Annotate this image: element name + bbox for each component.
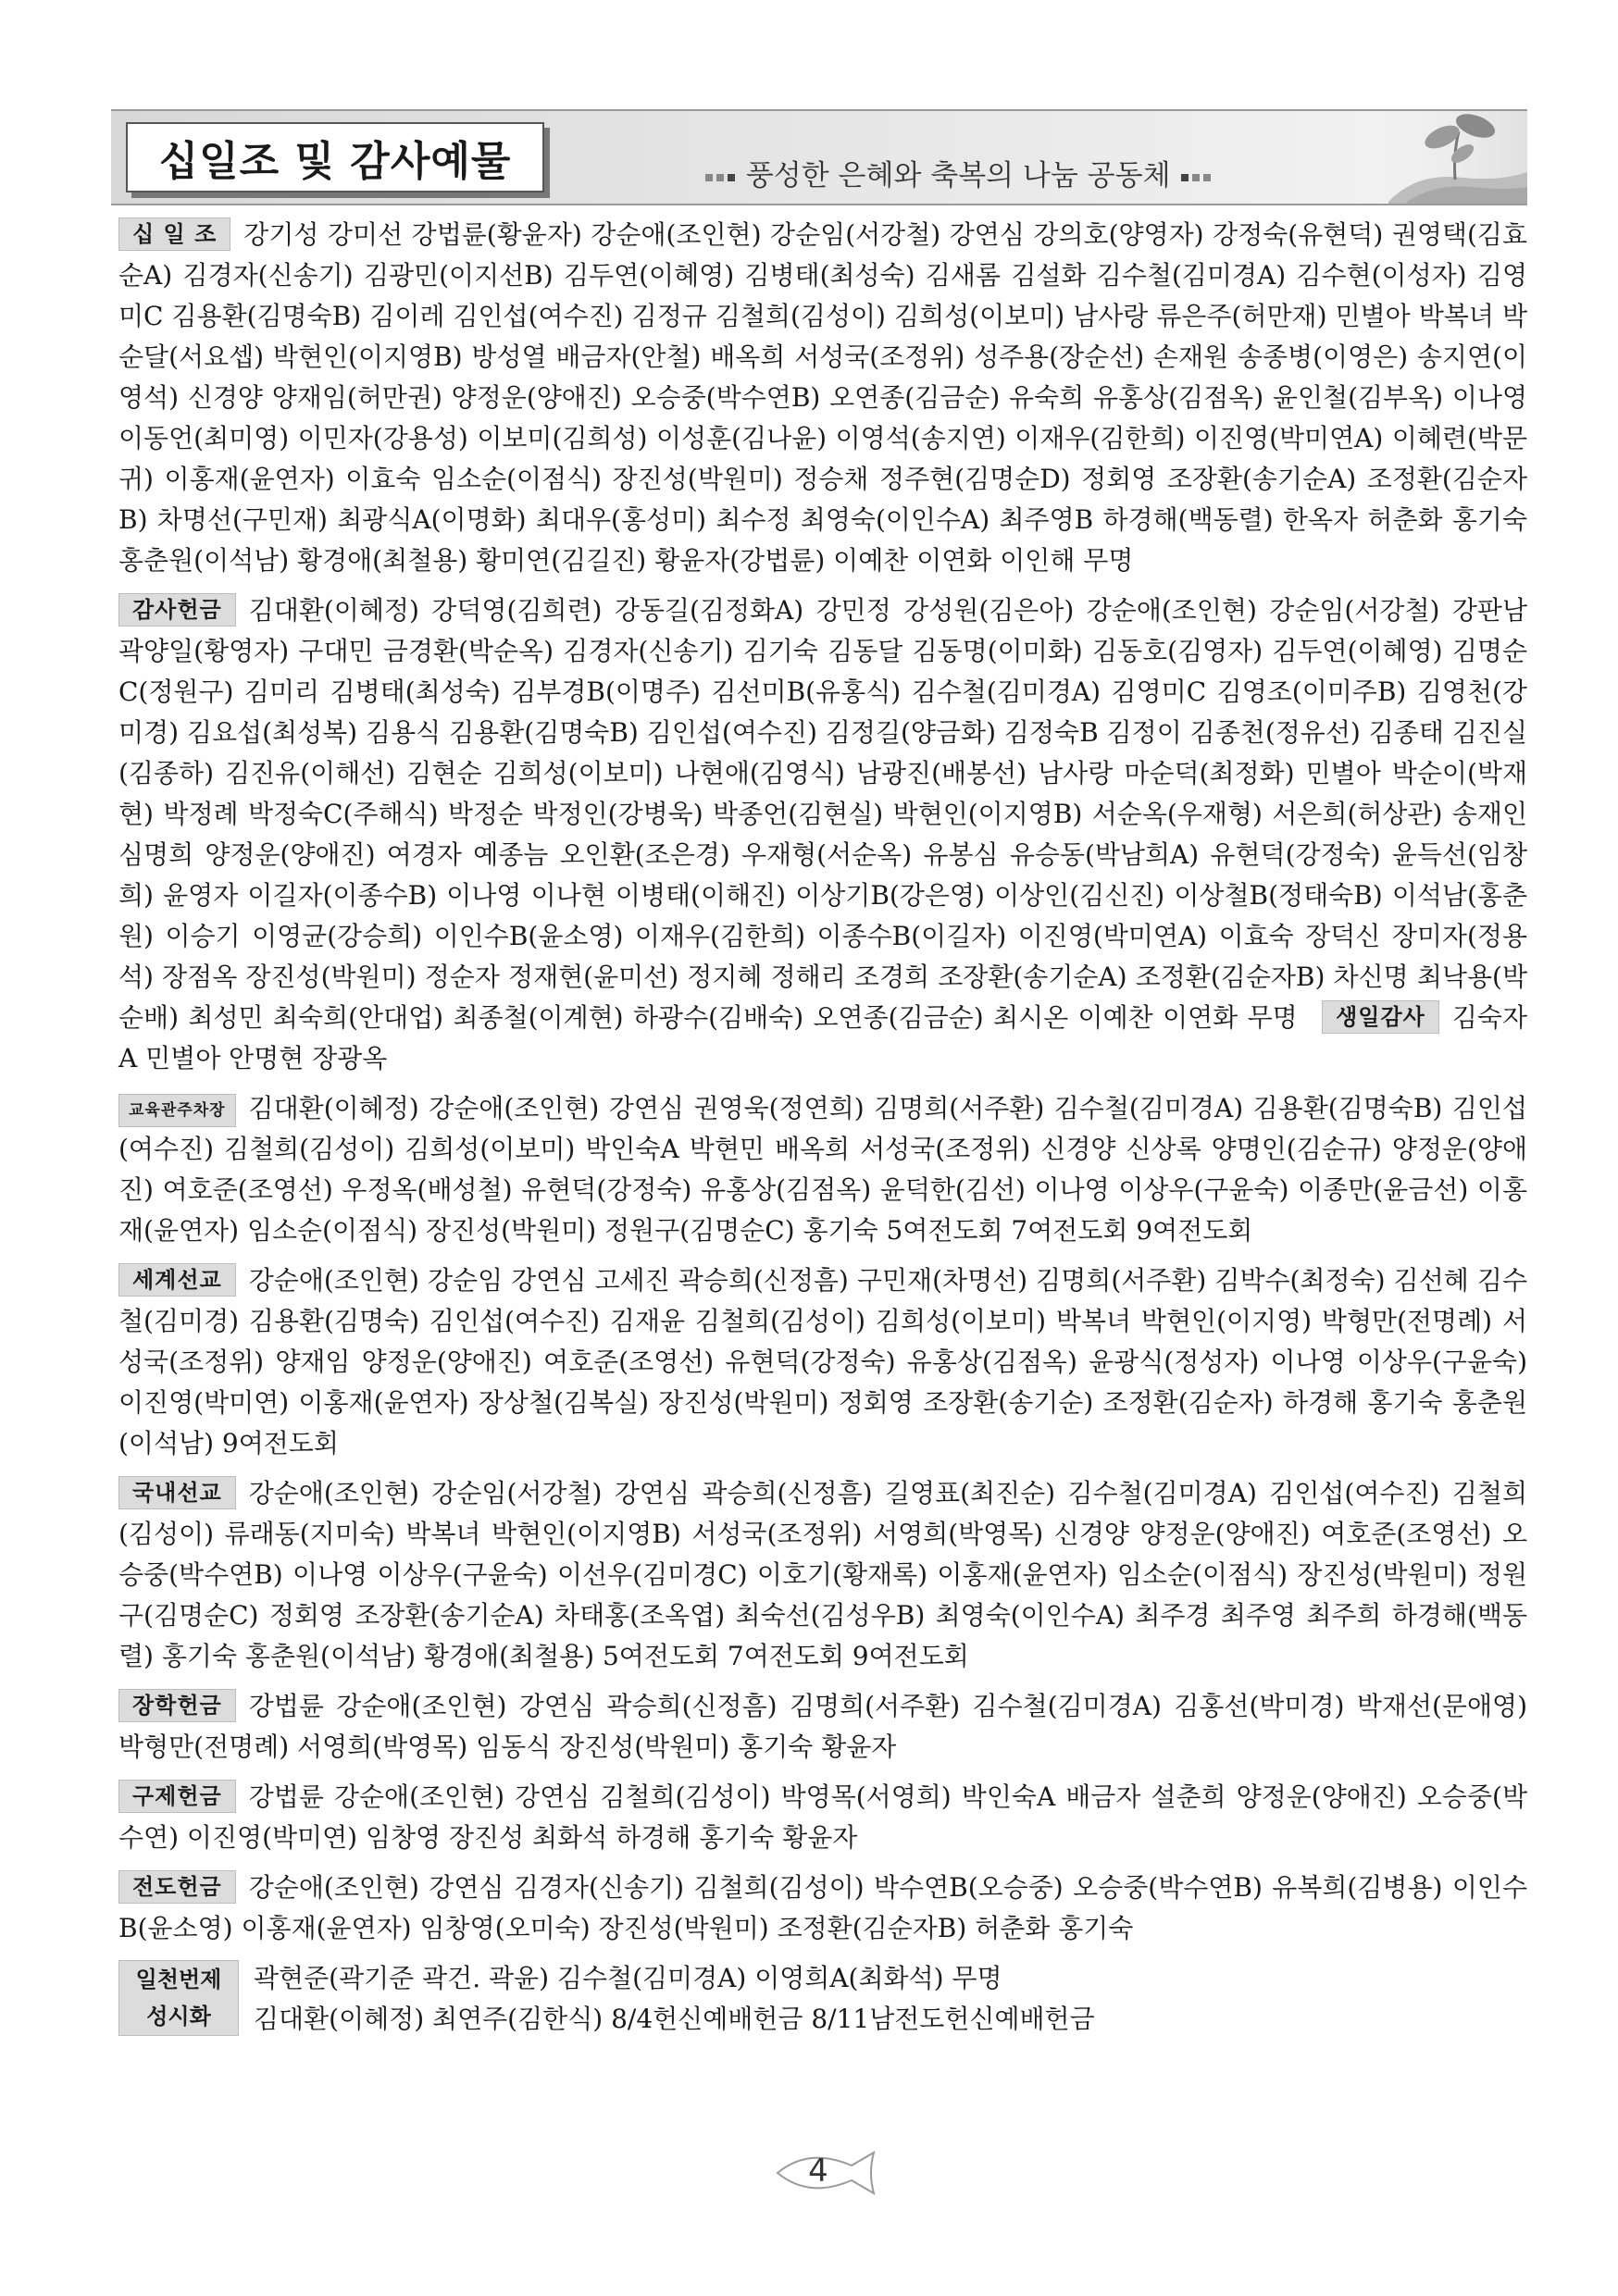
section-names: 강기성 강미선 강법륜(황윤자) 강순애(조인현) 강순임(서강철) 강연심 강의호(양영자) 강정숙(유현덕) 권영택(김효순A) 김경자(신송기) 김광민(이지선B) 김두연(이혜영) 김병태(최성숙) 김새롬 김설화 김수철(김미경A) 김수현(이성자) 김영미C 김용환(김명숙B) 김이레 김인섭(여수진) 김정규 김철희(김성이) 김희성(이보미) 남사랑 류은주(허만재) 민별아 박복녀 박순달(서요셉) 박현인(이지영B) 방성열 배금자(안철) 배옥희 서성국(조정위) 성주용(장순선) 손재원 송종병(이영은) 송지연(이영석) 신경양 양재임(허만권) 양정운(양애진) 오승중(박수연B) 오연종(김금순) 유숙희 유홍상(김점옥) 윤인철(김부옥) 이나영 이동언(최미영) 이민자(강용성) 이보미(김희성) 이성훈(김나윤) 이영석(송지연) 이재우(김한희) 이진영(박미연A) 이혜련(박문귀) 이홍재(윤연자) 이효숙 임소순(이점식) 장진성(박원미) 정승채 정주현(김명순D) 정회영 조장환(송기순A) 조정환(김순자B) 차명선(구민재) 최광식A(이명화) 최대우(홍성미) 최수정 최영숙(이인수A) 최주영B 하경해(백동렬) 한옥자 허춘화 홍기숙 홍춘원(이석남) 황경애(최철용) 황미연(김길진) 황윤자(강법륜) 이예찬 이연화 이인해 무명 — [118, 219, 1527, 576]
section-names: 김대환(이혜정) 강순애(조인현) 강연심 권영욱(정연희) 김명희(서주환) 김수철(김미경A) 김용환(김명숙B) 김인섭(여수진) 김철희(김성이) 김희성(이보미) 박인숙A 박현민 배옥희 서성국(조정위) 신경양 신상록 양명인(김순규) 양정운(양애진) 여호준(조영선) 우정옥(배성철) 유현덕(강정숙) 유홍상(김점옥) 윤덕한(김선) 이나영 이상우(구윤숙) 이종만(윤금선) 이홍재(윤연자) 임소순(이점식) 장진성(박원미) 정원구(김명순C) 홍기숙 5여전도회 7여전도회 9여전도회 — [118, 1093, 1527, 1246]
section-label: 국내선교 — [118, 1476, 236, 1509]
section-evangelism — [118, 1868, 1527, 1949]
bullet-decoration-icon — [1192, 174, 1200, 181]
bullet-decoration-icon — [728, 174, 735, 181]
page-footer — [772, 2145, 902, 2201]
page-header — [111, 109, 1527, 205]
bullet-decoration-icon — [1181, 174, 1189, 181]
section-domestic-mission — [118, 1473, 1527, 1677]
section-label-birthday: 생일감사 — [1322, 1000, 1439, 1034]
section-scholarship — [118, 1686, 1527, 1768]
section-label: 감사헌금 — [118, 593, 236, 627]
section-label: 장학헌금 — [118, 1689, 236, 1722]
subtitle-text: 풍성한 은혜와 축복의 나눔 공동체 — [745, 159, 1171, 192]
section-names: 김대환(이혜정) 강덕영(김희련) 강동길(김정화A) 강민정 강성원(김은아) 강순애(조인현) 강순임(서강철) 강판남 곽양일(황영자) 구대민 금경환(박순옥) 김경자(신송기) 김기숙 김동달 김동명(이미화) 김동호(김영자) 김두연(이혜영) 김명순C(정원구) 김미리 김병태(최성숙) 김부경B(이명주) 김선미B(유홍식) 김수철(김미경A) 김영미C 김영조(이미주B) 김영천(강미경) 김요섭(최성복) 김용식 김용환(김명숙B) 김인섭(여수진) 김정길(양금화) 김정숙B 김정이 김종천(정유선) 김종태 김진실(김종하) 김진유(이해선) 김현순 김희성(이보미) 나현애(김영식) 남광진(배봉선) 남사랑 마순덕(최정화) 민별아 박순이(박재현) 박정례 박정숙C(주해식) 박정순 박정인(강병욱) 박종언(김현실) 박현인(이지영B) 서순옥(우재형) 서은희(허상관) 송재인 심명희 양정운(양애진) 여경자 예종늠 오인환(조은경) 우재형(서순옥) 유봉심 유승동(박남희A) 유현덕(강정숙) 윤득선(임창희) 윤영자 이길자(이종수B) 이나영 이나현 이병태(이해진) 이상기B(강은영) 이상인(김신진) 이상철B(정태숙B) 이석남(홍춘원) 이승기 이영균(강승희) 이인수B(윤소영) 이재우(김한희) 이종수B(이길자) 이진영(박미연A) 이효숙 장덕신 장미자(정용석) 장점옥 장진성(박원미) 정순자 정재현(윤미선) 정지혜 정해리 조경희 조장환(송기순A) 조정환(김순자B) 차신명 최낙용(박순배) 최성민 최숙희(안대업) 최종철(이계현) 하광수(김배숙) 오연종(김금순) 최시온 이예찬 이연화 무명 — [118, 595, 1527, 1033]
section-thanks-offering — [118, 590, 1527, 1079]
bullet-decoration-icon — [705, 174, 713, 181]
section-names-line2: 김대환(이혜정) 최연주(김한식) 8/4헌신예배헌금 8/11남전도헌신예배헌금 — [254, 2004, 1095, 2034]
section-label-line1: 일천번제 — [135, 1967, 222, 1992]
section-names-line1: 곽현준(곽기준 곽건. 곽윤) 김수철(김미경A) 이영희A(최화석) 무명 — [254, 1963, 1002, 1993]
section-label: 십 일 조 — [118, 217, 230, 251]
page-title: 십일조 및 감사예물 — [126, 122, 544, 192]
page-number: 4 — [808, 2153, 828, 2190]
bullet-decoration-icon — [716, 174, 724, 181]
hands-sprout-icon — [1351, 98, 1527, 204]
section-names: 강순애(조인현) 강순임 강연심 고세진 곽승희(신정흠) 구민재(차명선) 김명희(서주환) 김박수(최정숙) 김선혜 김수철(김미경) 김용환(김명숙) 김인섭(여수진) 김재윤 김철희(김성이) 김희성(이보미) 박복녀 박현인(이지영) 박형만(전명례) 서성국(조정위) 양재임 양정운(양애진) 여호준(조영선) 유현덕(강정숙) 유홍상(김점옥) 윤광식(정성자) 이나영 이상우(구윤숙) 이진영(박미연) 이홍재(윤연자) 장상철(김복실) 장진성(박원미) 정회영 조장환(송기순) 조정환(김순자) 하경해 홍기숙 홍춘원(이석남) 9여전도회 — [118, 1265, 1527, 1458]
section-label: 전도헌금 — [118, 1870, 236, 1904]
section-thousand-offering — [118, 1958, 1527, 2040]
section-names: 강순애(조인현) 강순임(서강철) 강연심 곽승희(신정흠) 길영표(최진순) 김수철(김미경A) 김인섭(여수진) 김철희(김성이) 류래동(지미숙) 박복녀 박현인(이지영B) 서성국(조정위) 서영희(박영목) 신경양 양정운(양애진) 여호준(조영선) 오승중(박수연B) 이나영 이상우(구윤숙) 이선우(김미경C) 이호기(황재록) 이홍재(윤연자) 임소순(이점식) 장진성(박원미) 정원구(김명순C) 정회영 조장환(송기순A) 차태홍(조옥엽) 최숙선(김성우B) 최영숙(이인수A) 최주경 최주영 최주희 하경해(백동렬) 홍기숙 홍춘원(이석남) 황경애(최철용) 5여전도회 7여전도회 9여전도회 — [118, 1478, 1527, 1671]
section-label-stack — [118, 1960, 239, 2036]
section-relief — [118, 1777, 1527, 1858]
section-education-parking — [118, 1088, 1527, 1251]
section-label-line2: 성시화 — [146, 2004, 211, 2029]
section-label: 세계선교 — [118, 1263, 236, 1297]
offering-list — [118, 215, 1527, 2049]
section-label: 교육관주차장 — [118, 1094, 236, 1127]
section-label: 구제헌금 — [118, 1780, 236, 1813]
section-names: 강순애(조인현) 강연심 김경자(신송기) 김철희(김성이) 박수연B(오승중) 오승중(박수연B) 유복희(김병용) 이인수B(윤소영) 이홍재(윤연자) 임창영(오미숙) 장진성(박원미) 조정환(김순자B) 허춘화 홍기숙 — [118, 1872, 1527, 1943]
section-names: 강법륜 강순애(조인현) 강연심 김철희(김성이) 박영목(서영희) 박인숙A 배금자 설춘희 양정운(양애진) 오승중(박수연) 이진영(박미연) 임창영 장진성 최화석 하경해 홍기숙 황윤자 — [118, 1781, 1527, 1853]
section-names-birthday: 김숙자A 민별아 안명현 장광옥 — [118, 1002, 1527, 1074]
section-world-mission — [118, 1260, 1527, 1464]
section-names: 강법륜 강순애(조인현) 강연심 곽승희(신정흠) 김명희(서주환) 김수철(김미경A) 김홍선(박미경) 박재선(문애영) 박형만(전명례) 서영희(박영목) 임동식 장진성(박원미) 홍기숙 황윤자 — [118, 1691, 1527, 1762]
bullet-decoration-icon — [1203, 174, 1211, 181]
section-tithe — [118, 215, 1527, 581]
page-subtitle — [703, 152, 1213, 193]
